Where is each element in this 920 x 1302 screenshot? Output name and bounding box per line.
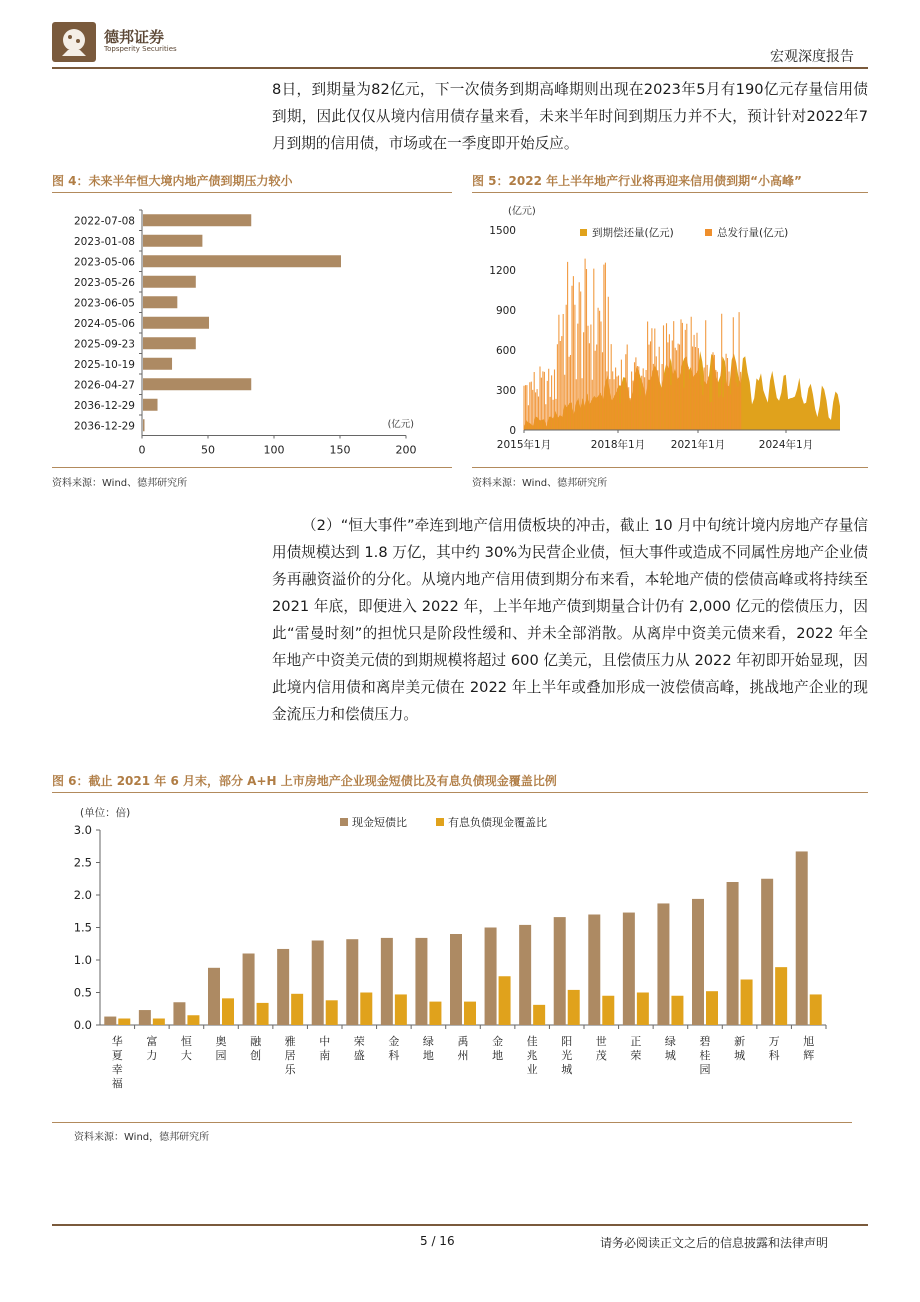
- bar-cash-ratio: [485, 928, 497, 1026]
- category-label: 2025-10-19: [73, 358, 135, 371]
- bar-cash-ratio: [554, 917, 566, 1025]
- category-label: 万科: [768, 1035, 780, 1062]
- y-tick-label: 300: [495, 385, 516, 397]
- y-tick-label: 0.0: [73, 1018, 92, 1032]
- figure-4-chart: [52, 196, 452, 464]
- bar-cash-ratio: [208, 968, 220, 1025]
- x-tick-label: 2018年1月: [590, 439, 646, 451]
- legend-label-cash-ratio: 现金短债比: [352, 816, 407, 829]
- bar-cash-ratio: [692, 899, 704, 1025]
- legend-swatch-cash-ratio: [340, 818, 348, 826]
- bar-coverage: [326, 1000, 338, 1025]
- x-tick-label: 50: [201, 443, 215, 457]
- bar: [143, 399, 158, 411]
- bar-cash-ratio: [519, 925, 531, 1025]
- bar-cash-ratio: [727, 882, 739, 1025]
- figure-5-bottom-rule: [472, 467, 868, 468]
- bar-cash-ratio: [312, 941, 324, 1026]
- footer-divider: [52, 1224, 868, 1226]
- figure-4-bottom-rule: [52, 467, 452, 468]
- legend-label-issue: 总发行量(亿元): [717, 227, 789, 239]
- category-label: 正荣: [630, 1035, 642, 1062]
- category-label: 雅居乐: [284, 1035, 296, 1076]
- document-type: 宏观深度报告: [770, 49, 854, 65]
- bar-coverage: [810, 994, 822, 1025]
- category-label: 2026-04-27: [73, 379, 135, 392]
- legend-swatch-coverage: [436, 818, 444, 826]
- category-label: 2036-12-29: [73, 420, 135, 433]
- bar: [143, 337, 196, 349]
- bar-cash-ratio: [415, 938, 427, 1025]
- y-tick-label: 600: [495, 345, 516, 357]
- bar-cash-ratio: [243, 954, 255, 1026]
- company-name-en: Topsperity Securities: [104, 45, 177, 53]
- bar-coverage: [187, 1015, 199, 1025]
- category-label: 旭辉: [803, 1035, 815, 1062]
- body-paragraph-1: [272, 76, 868, 157]
- category-label: 碧桂园: [699, 1035, 711, 1076]
- figure-6-title: 图 6：截止 2021 年 6 月末，部分 A+H 上市房地产企业现金短债比及有息负债现金覆盖比例: [52, 774, 557, 788]
- category-label: 2023-01-08: [73, 235, 135, 248]
- bar-coverage: [706, 991, 718, 1025]
- category-label: 新城: [734, 1035, 746, 1062]
- y-unit-label: (单位：倍): [80, 807, 131, 819]
- y-tick-label: 2.5: [73, 855, 92, 870]
- bar-cash-ratio: [657, 903, 669, 1025]
- category-label: 禹州: [457, 1035, 469, 1062]
- figure-4-title: 图 4：未来半年恒大境内地产债到期压力较小: [52, 174, 293, 188]
- figure-6-source: 资料来源：Wind，德邦研究所: [74, 1132, 210, 1143]
- category-label: 荣盛: [353, 1035, 365, 1062]
- x-tick-label: 2024年1月: [758, 439, 814, 451]
- y-tick-label: 1500: [489, 225, 516, 237]
- unit-label: (亿元): [387, 419, 414, 430]
- bar-coverage: [118, 1019, 130, 1026]
- bar-coverage: [360, 993, 372, 1026]
- bar: [143, 358, 172, 370]
- bar-coverage: [222, 998, 234, 1025]
- x-tick-label: 0: [138, 443, 146, 457]
- bar: [143, 419, 145, 431]
- bar-coverage: [602, 996, 614, 1025]
- bar-cash-ratio: [381, 938, 393, 1025]
- bar-cash-ratio: [623, 913, 635, 1025]
- category-label: 2036-12-29: [73, 399, 135, 412]
- paragraph-1-text: 8日，到期量为82亿元，下一次债务到期高峰期则出现在2023年5月有190亿元存量信用债到期，因此仅仅从境内信用债存量来看，未来半年时间到期压力并不大，预计针对2022年7月到期的信用债，市场或在一季度即开始反应。: [272, 81, 868, 152]
- category-label: 2023-05-06: [73, 256, 135, 269]
- body-paragraph-2: [272, 512, 868, 728]
- bar: [143, 378, 251, 390]
- page-number: 5 / 16: [420, 1234, 455, 1248]
- category-label: 绿地: [422, 1035, 434, 1062]
- figure-5-title: 图 5：2022 年上半年地产行业将再迎来信用债到期“小高峰”: [472, 174, 802, 188]
- bar-coverage: [533, 1005, 545, 1025]
- category-label: 2022-07-08: [73, 215, 135, 228]
- y-tick-label: 0: [509, 425, 516, 437]
- x-tick-label: 200: [395, 443, 417, 457]
- category-label: 金地: [492, 1035, 504, 1062]
- bar-coverage: [257, 1003, 269, 1025]
- leopard-logo-icon: [52, 22, 96, 62]
- category-label: 世茂: [595, 1035, 607, 1062]
- footer-disclaimer: 请务必阅读正文之后的信息披露和法律声明: [599, 1236, 828, 1250]
- figure-5-rule: [472, 192, 868, 193]
- company-name: 德邦证券: [104, 28, 165, 46]
- y-tick-label: 3.0: [73, 823, 92, 837]
- x-tick-label: 2015年1月: [496, 439, 552, 451]
- header-divider: [52, 67, 868, 69]
- figure-6-chart: [52, 796, 868, 1116]
- bar-coverage: [291, 994, 303, 1025]
- bar-cash-ratio: [450, 934, 462, 1025]
- bar-coverage: [637, 993, 649, 1026]
- bar-cash-ratio: [173, 1002, 185, 1025]
- bar-cash-ratio: [139, 1010, 151, 1025]
- category-label: 华夏幸福: [111, 1035, 123, 1090]
- bar-coverage: [395, 994, 407, 1025]
- bar-cash-ratio: [796, 851, 808, 1025]
- x-tick-label: 100: [263, 443, 285, 457]
- y-tick-label: 1200: [489, 265, 516, 277]
- company-logo: [52, 22, 96, 62]
- figure-6-bottom-rule: [52, 1122, 852, 1123]
- bar-coverage: [153, 1019, 165, 1026]
- y-tick-label: 0.5: [73, 985, 92, 1000]
- category-label: 奥园: [215, 1035, 227, 1062]
- category-label: 2023-06-05: [73, 297, 135, 310]
- y-tick-label: 1.5: [73, 920, 92, 935]
- bar: [143, 235, 202, 247]
- figure-4-source: 资料来源：Wind、德邦研究所: [52, 478, 188, 489]
- bar-cash-ratio: [761, 879, 773, 1025]
- bar-coverage: [429, 1002, 441, 1025]
- y-tick-label: 900: [495, 305, 516, 317]
- figure-4-rule: [52, 192, 452, 193]
- bar-coverage: [464, 1002, 476, 1025]
- bar: [143, 317, 209, 329]
- y-tick-label: 1.0: [73, 953, 92, 967]
- bar-cash-ratio: [277, 949, 289, 1025]
- category-label: 富力: [146, 1035, 158, 1062]
- category-label: 融创: [250, 1035, 262, 1062]
- bar-coverage: [671, 996, 683, 1025]
- figure-5-chart: [472, 196, 868, 464]
- category-label: 2023-05-26: [73, 276, 135, 289]
- category-label: 佳兆业: [526, 1035, 538, 1076]
- bar: [143, 255, 341, 267]
- bar: [143, 276, 196, 288]
- x-tick-label: 2021年1月: [670, 439, 726, 451]
- figure-5-source: 资料来源：Wind、德邦研究所: [472, 478, 608, 489]
- bar-coverage: [499, 976, 511, 1025]
- y-unit-label: (亿元): [508, 206, 536, 217]
- category-label: 2024-05-06: [73, 317, 135, 330]
- x-tick-label: 150: [329, 443, 351, 457]
- bar-coverage: [775, 967, 787, 1025]
- paragraph-2-text: （2）“恒大事件”牵连到地产信用债板块的冲击，截止 10 月中旬统计境内房地产存量信用债规模达到 1.8 万亿，其中约 30%为民营企业债，恒大事件或造成不同属性房地产企业债务再融资溢价的分化。从境内地产信用债到期分布来看，本轮地产债的偿债高峰或将持续至 2021 年底，即便进入 2022 年，上半年地产债到期量合计仍有 2,000 亿元的偿债压力，因此“雷曼时刻”的担忧只是阶段性缓和、并未全部消散。从离岸中资美元债来看，2022 年全年地产中资美元债的到期规模将超过 600 亿美元，且偿债压力从 2022 年初即开始显现，因此境内信用债和离岸美元债在 2022 年上半年或叠加形成一波偿债高峰，挑战地产企业的现金流压力和偿债压力。: [272, 517, 868, 723]
- figure-6-rule: [52, 792, 868, 793]
- y-tick-label: 2.0: [73, 888, 92, 902]
- bar-coverage: [741, 980, 753, 1026]
- bar-cash-ratio: [346, 939, 358, 1025]
- category-label: 2025-09-23: [73, 338, 135, 351]
- category-label: 绿城: [664, 1035, 676, 1062]
- bar-coverage: [568, 990, 580, 1025]
- category-label: 中南: [319, 1035, 331, 1062]
- legend-label-repay: 到期偿还量(亿元): [592, 227, 674, 239]
- legend-label-coverage: 有息负债现金覆盖比: [448, 816, 547, 829]
- bar-cash-ratio: [588, 915, 600, 1026]
- category-label: 阳光城: [561, 1035, 573, 1076]
- category-label: 金科: [388, 1035, 400, 1062]
- legend-swatch-issue: [705, 229, 712, 236]
- legend-swatch-repay: [580, 229, 587, 236]
- bar: [143, 296, 177, 308]
- category-label: 恒大: [180, 1035, 192, 1062]
- bar: [143, 214, 251, 226]
- bar-cash-ratio: [104, 1017, 116, 1025]
